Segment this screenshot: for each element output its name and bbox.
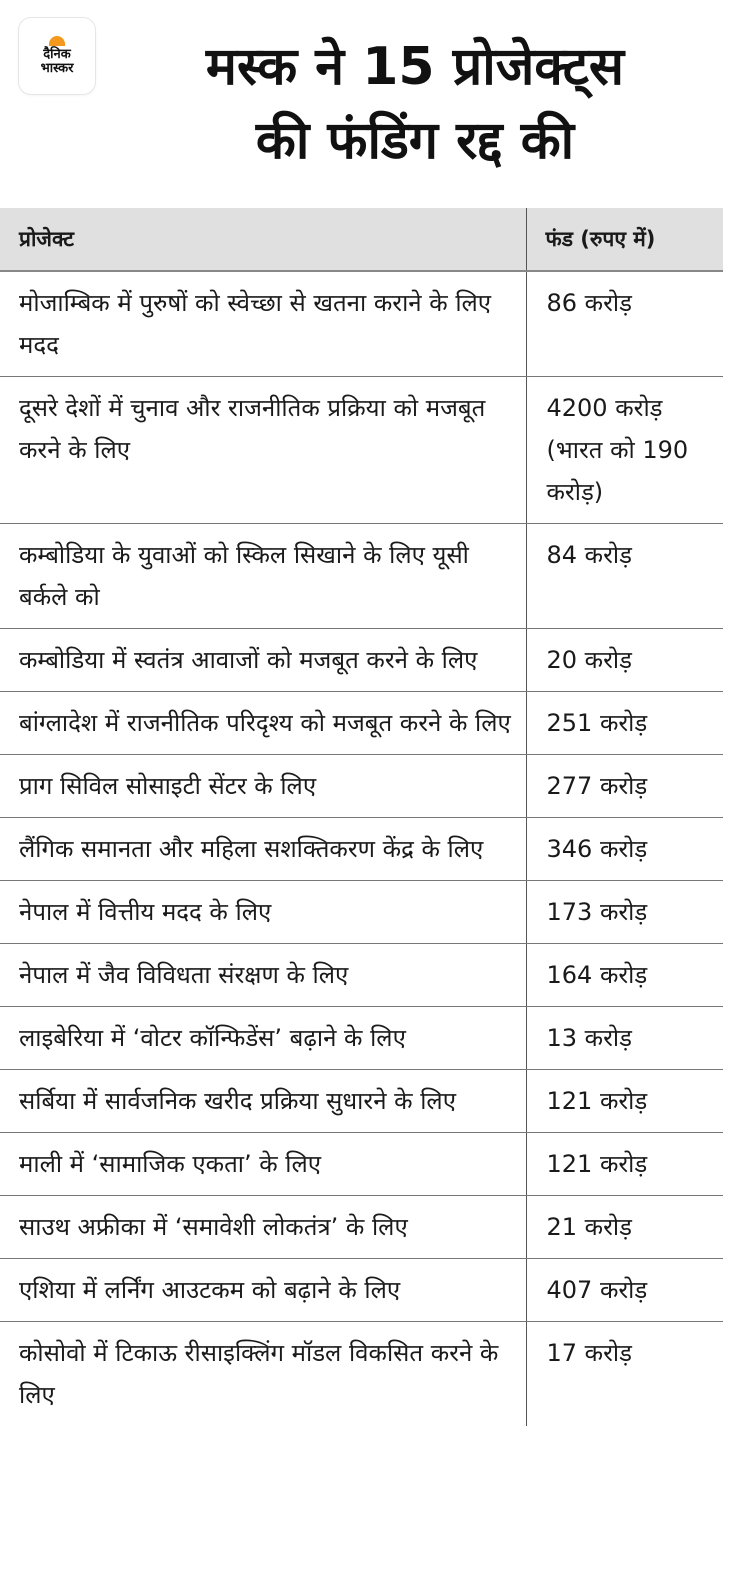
title-line-1: मस्क ने 15 प्रोजेक्ट्स: [205, 37, 625, 97]
project-cell: एशिया में लर्निंग आउटकम को बढ़ाने के लिए: [0, 1259, 526, 1322]
table-row: [0, 271, 723, 377]
fund-cell: 17 करोड़: [526, 1322, 723, 1427]
funding-table: [0, 208, 723, 1426]
fund-cell: 251 करोड़: [526, 692, 723, 755]
table-row: [0, 524, 723, 629]
project-cell: मोजाम्बिक में पुरुषों को स्वेच्छा से खतना कराने के लिए मदद: [0, 271, 526, 377]
fund-cell: 173 करोड़: [526, 881, 723, 944]
project-cell: बांग्लादेश में राजनीतिक परिदृश्य को मजबूत करने के लिए: [0, 692, 526, 755]
fund-cell: 277 करोड़: [526, 755, 723, 818]
table-row: [0, 629, 723, 692]
table-body: [0, 271, 723, 1426]
table-row: [0, 692, 723, 755]
fund-cell: 86 करोड़: [526, 271, 723, 377]
table-row: [0, 818, 723, 881]
fund-cell: 121 करोड़: [526, 1070, 723, 1133]
project-cell: साउथ अफ्रीका में ‘समावेशी लोकतंत्र’ के लिए: [0, 1196, 526, 1259]
table-header: [0, 208, 723, 271]
table-row: [0, 1259, 723, 1322]
column-header-project: प्रोजेक्ट: [0, 208, 526, 271]
table-row: [0, 881, 723, 944]
fund-cell: 4200 करोड़ (भारत को 190 करोड़): [526, 377, 723, 524]
fund-cell: 21 करोड़: [526, 1196, 723, 1259]
table-row: [0, 1133, 723, 1196]
fund-cell: 407 करोड़: [526, 1259, 723, 1322]
logo-line-2: भास्कर: [40, 61, 74, 76]
table-row: [0, 755, 723, 818]
project-cell: सर्बिया में सार्वजनिक खरीद प्रक्रिया सुधारने के लिए: [0, 1070, 526, 1133]
fund-cell: 346 करोड़: [526, 818, 723, 881]
logo-line-1: दैनिक: [43, 47, 71, 62]
page-title: [100, 30, 730, 178]
project-cell: लाइबेरिया में ‘वोटर कॉन्फिडेंस’ बढ़ाने के लिए: [0, 1007, 526, 1070]
project-cell: लैंगिक समानता और महिला सशक्तिकरण केंद्र के लिए: [0, 818, 526, 881]
dainik-bhaskar-logo[interactable]: [19, 18, 95, 94]
fund-cell: 164 करोड़: [526, 944, 723, 1007]
fund-cell: 20 करोड़: [526, 629, 723, 692]
project-cell: दूसरे देशों में चुनाव और राजनीतिक प्रक्रिया को मजबूत करने के लिए: [0, 377, 526, 524]
fund-cell: 13 करोड़: [526, 1007, 723, 1070]
title-line-2: की फंडिंग रद्द की: [255, 111, 575, 171]
column-header-fund: फंड (रुपए में): [526, 208, 723, 271]
project-cell: नेपाल में वित्तीय मदद के लिए: [0, 881, 526, 944]
project-cell: प्राग सिविल सोसाइटी सेंटर के लिए: [0, 755, 526, 818]
project-cell: कम्बोडिया में स्वतंत्र आवाजों को मजबूत करने के लिए: [0, 629, 526, 692]
table-row: [0, 1070, 723, 1133]
sun-icon: [49, 36, 65, 46]
header-row: [0, 208, 723, 271]
project-cell: नेपाल में जैव विविधता संरक्षण के लिए: [0, 944, 526, 1007]
fund-cell: 121 करोड़: [526, 1133, 723, 1196]
table-row: [0, 944, 723, 1007]
header: [0, 0, 730, 208]
fund-cell: 84 करोड़: [526, 524, 723, 629]
table-row: [0, 1322, 723, 1427]
project-cell: कम्बोडिया के युवाओं को स्किल सिखाने के लिए यूसी बर्कले को: [0, 524, 526, 629]
table-row: [0, 1196, 723, 1259]
project-cell: कोसोवो में टिकाऊ रीसाइक्लिंग मॉडल विकसित करने के लिए: [19, 1339, 499, 1409]
table-row: [0, 1007, 723, 1070]
project-cell: माली में ‘सामाजिक एकता’ के लिए: [0, 1133, 526, 1196]
table-row: [0, 377, 723, 524]
